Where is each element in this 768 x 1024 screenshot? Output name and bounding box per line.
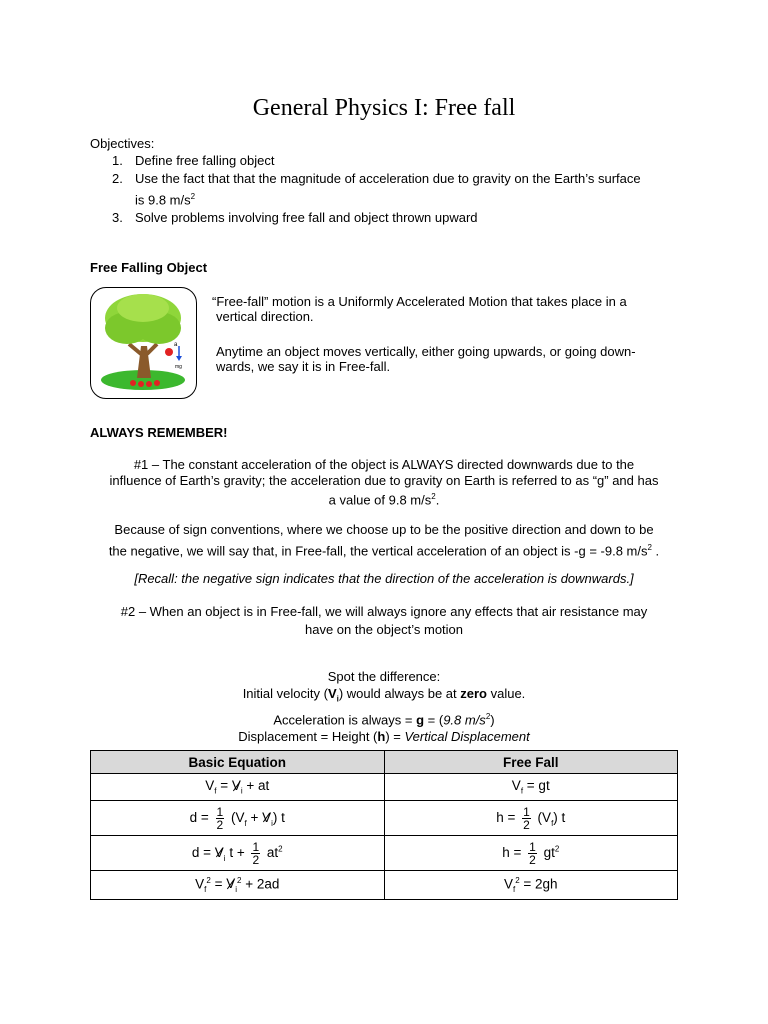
superscript: 2: [190, 192, 196, 201]
remember-point-1: [60, 457, 708, 508]
text-span: a value of 9.8 m/s: [328, 492, 432, 508]
text-span: zero: [460, 686, 487, 701]
text-span: ) would always be at: [338, 686, 461, 701]
superscript: 2: [431, 492, 436, 501]
equation-cell: $d = V_i$ t + $\frac{1}{2}$ $at^2$: [91, 836, 385, 871]
table-row: [91, 871, 678, 900]
objective-number: 1.: [112, 153, 123, 168]
sign-convention-paragraph: [60, 521, 708, 560]
text-span: g: [416, 711, 425, 727]
objective-text: is 9.8 m/s: [135, 192, 191, 208]
acceleration-label: a: [174, 342, 178, 348]
table-row: [91, 774, 678, 801]
fraction: $\frac{1}{2}$: [523, 804, 530, 832]
text-span: .: [651, 543, 660, 559]
text-span: V: [327, 686, 337, 701]
objective-item: [90, 152, 641, 170]
spot-line-initial-velocity: [60, 685, 708, 708]
fraction: $\frac{1}{2}$: [529, 839, 536, 867]
objective-item-continuation: [90, 188, 641, 209]
subscript: i: [336, 694, 339, 704]
text-line: have on the object’s motion: [304, 622, 464, 637]
section-heading-always-remember: ALWAYS REMEMBER!: [90, 425, 228, 440]
text-line: #1 – The constant acceleration of the object is ALWAYS directed downwards due to the: [133, 457, 635, 472]
text-span: h: [377, 728, 386, 744]
objectives-heading: Objectives:: [90, 136, 155, 151]
ffo-paragraph-1: [212, 294, 627, 324]
objective-text: Use the fact that that the magnitude of acceleration due to gravity on the Earth’s surface: [135, 171, 641, 186]
objective-item: [90, 170, 641, 188]
column-header-free-fall: Free Fall: [384, 751, 678, 774]
text-line: #2 – When an object is in Free-fall, we will always ignore any effects that air resistance may: [120, 604, 648, 619]
text-line: [60, 539, 708, 560]
equation-cell: d = $\frac{1}{2}$ $(V_f + V_i)$ t: [91, 801, 385, 836]
section-heading-free-falling-object: Free Falling Object: [90, 260, 208, 275]
text-line: Anytime an object moves vertically, either going upwards, or going down-: [216, 344, 636, 359]
text-span: .: [435, 492, 440, 508]
objective-item: [90, 209, 641, 227]
ffo-paragraph-2: [216, 344, 636, 374]
column-header-basic-equation: Basic Equation: [91, 751, 385, 774]
page-title: General Physics I: Free fall: [252, 95, 516, 121]
objective-text: Define free falling object: [135, 153, 275, 168]
text-line: wards, we say it is in Free-fall.: [216, 359, 391, 374]
fraction: $\frac{1}{2}$: [252, 839, 260, 867]
spot-the-difference: [60, 668, 708, 745]
text-span: 9.8 m/s: [443, 711, 486, 727]
spot-heading: Spot the difference:: [327, 669, 441, 684]
recall-note: [Recall: the negative sign indicates that the direction of the acceleration is downwards.]: [134, 571, 634, 586]
text-span: Displacement = Height (: [238, 728, 378, 744]
objectives: [90, 136, 641, 227]
remember-point-2: [60, 603, 708, 639]
table-row: [91, 801, 678, 836]
objective-text: Solve problems involving free fall and object thrown upward: [135, 210, 478, 226]
text-line: Because of sign conventions, where we choose up to be the positive direction and down to be: [114, 522, 654, 537]
text-line: vertical direction.: [216, 309, 314, 324]
text-line: influence of Earth’s gravity; the acceleration due to gravity on Earth is referred to as “g” and has: [109, 473, 659, 488]
equation-cell: h = $\frac{1}{2}$ $(V_f)$ t: [384, 801, 678, 836]
table-header-row: [91, 751, 678, 774]
fraction: $\frac{1}{2}$: [216, 804, 224, 832]
text-span: ) =: [385, 728, 405, 744]
equation-cell: h = $\frac{1}{2}$ $gt^2$: [384, 836, 678, 871]
text-line: “Free-fall” motion is a Uniformly Accelerated Motion that takes place in a: [212, 294, 627, 309]
text-span: ): [490, 711, 495, 727]
superscript: 2: [647, 543, 652, 552]
equation-cell: $V_f = V_i$ + at: [91, 774, 385, 801]
spot-line-acceleration: [60, 708, 708, 728]
superscript: 2: [485, 711, 491, 721]
tree-image: [91, 288, 196, 398]
table-row: [91, 836, 678, 871]
text-line: [60, 489, 708, 508]
equation-table: [90, 750, 678, 900]
text-span: value.: [486, 686, 526, 701]
objective-number: 2.: [112, 171, 123, 186]
equation-cell: $V_f^2 = V_i^2 + 2ad$: [91, 871, 385, 900]
tree-illustration: [90, 287, 197, 399]
equation-cell: $V_f^2 = 2gh$: [384, 871, 678, 900]
equation-cell: $V_f$ = gt: [384, 774, 678, 801]
text-span: Acceleration is always =: [273, 711, 417, 727]
text-span: Initial velocity (: [242, 686, 328, 701]
objective-number: 3.: [112, 210, 123, 226]
spot-line-displacement: [60, 728, 708, 745]
text-span: = (: [424, 711, 444, 727]
text-span: Vertical Displacement: [404, 728, 530, 744]
text-span: the negative, we will say that, in Free-fall, the vertical acceleration of an object is -g = -9.8 m/s: [108, 543, 648, 559]
mg-label: mg: [175, 364, 182, 370]
